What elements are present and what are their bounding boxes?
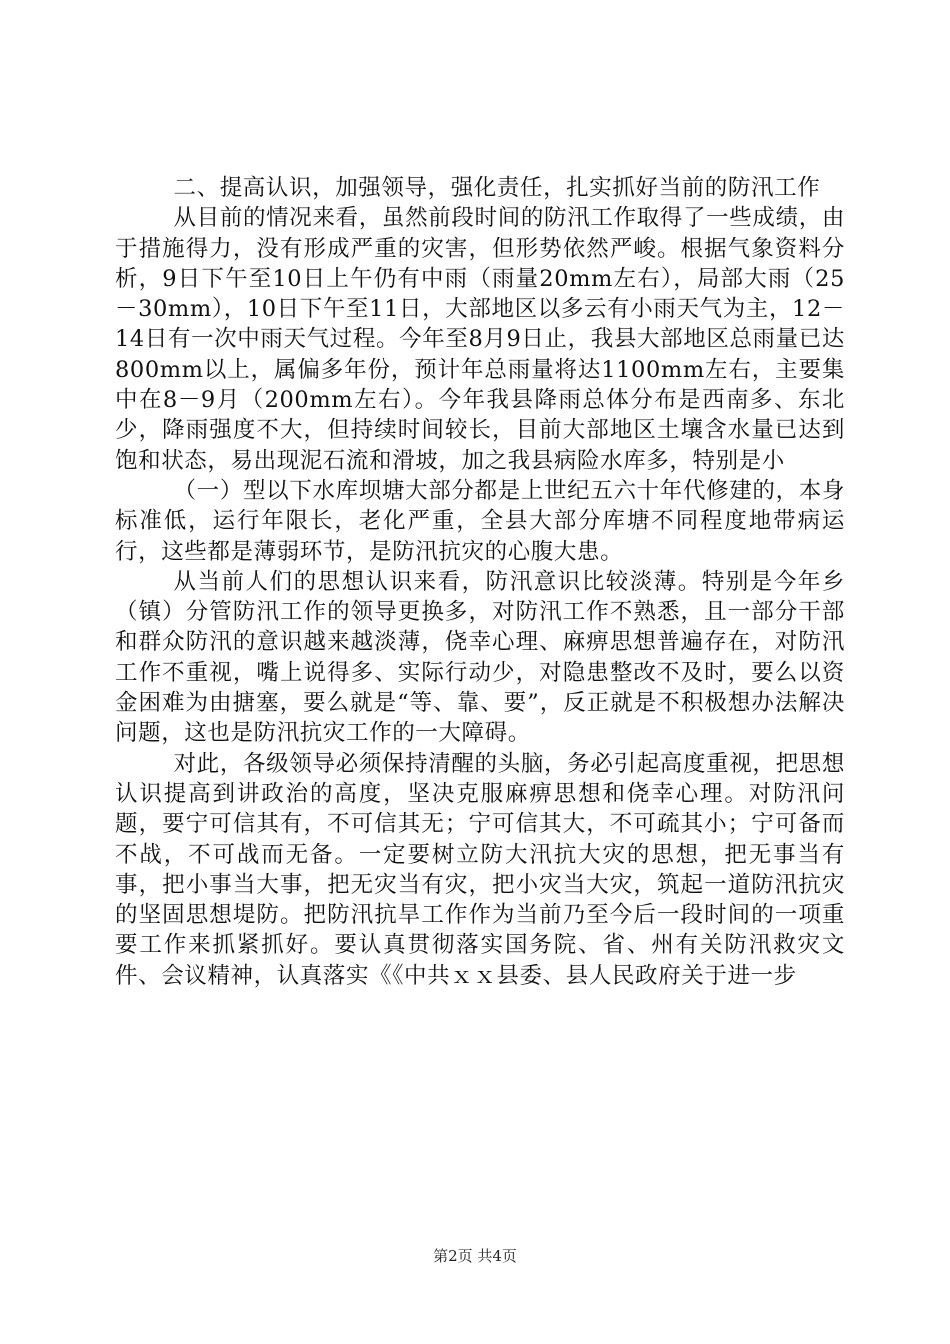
paragraph-reservoir-condition: （一）型以下水库坝塘大部分都是上世纪五六十年代修建的，本身标准低，运行年限长，老化严重，全县大部分库塘不同程度地带病运行，这些都是薄弱环节，是防汛抗灾的心腹大患。 [115,477,845,565]
paragraph-awareness: 从当前人们的思想认识来看，防汛意识比较淡薄。特别是今年乡（镇）分管防汛工作的领导更换多，对防汛工作不熟悉，且一部分干部和群众防汛的意识越来越淡薄，侥幸心理、麻痹思想普遍存在，对防汛工作不重视，嘴上说得多、实际行动少，对隐患整改不及时，要么以资金困难为由搪塞，要么就是“等、靠、要”，反正就是不积极想办法解决问题，这也是防汛抗灾工作的一大障碍。 [115,568,845,747]
document-body [115,173,845,991]
section-heading: 二、提高认识，加强领导，强化责任，扎实抓好当前的防汛工作 [173,175,821,201]
paragraph-leadership-measures: 对此，各级领导必须保持清醒的头脑，务必引起高度重视，把思想认识提高到讲政治的高度，坚决克服麻痹思想和侥幸心理。对防汛问题，要宁可信其有，不可信其无；宁可信其大，不可疏其小；宁可备而不战，不可战而无备。一定要树立防大汛抗大灾的思想，把无事当有事，把小事当大事，把无灾当有灾，把小灾当大灾，筑起一道防汛抗灾的坚固思想堤防。把防汛抗旱工作作为当前乃至今后一段时间的一项重要工作来抓紧抓好。要认真贯彻落实国务院、省、州有关防汛救灾文件、会议精神，认真落实《《中共ｘｘ县委、县人民政府关于进一步 [115,750,845,989]
page-footer: 第2页 共4页 [433,1247,517,1265]
paragraph-rainfall-situation: 从目前的情况来看，虽然前段时间的防汛工作取得了一些成绩，由于措施得力，没有形成严重的灾害，但形势依然严峻。根据气象资料分析，9日下午至10日上午仍有中雨（雨量20mm左右），局部大雨（25－30mm），10日下午至11日，大部地区以多云有小雨天气为主，12－14日有一次中雨天气过程。今年至8月9日止，我县大部地区总雨量已达800mm以上，属偏多年份，预计年总雨量将达1100mm左右，主要集中在8－9月（200mm左右）。今年我县降雨总体分布是西南多、东北少，降雨强度不大，但持续时间较长，目前大部地区土壤含水量已达到饱和状态，易出现泥石流和滑坡，加之我县病险水库多，特别是小 [115,205,845,474]
